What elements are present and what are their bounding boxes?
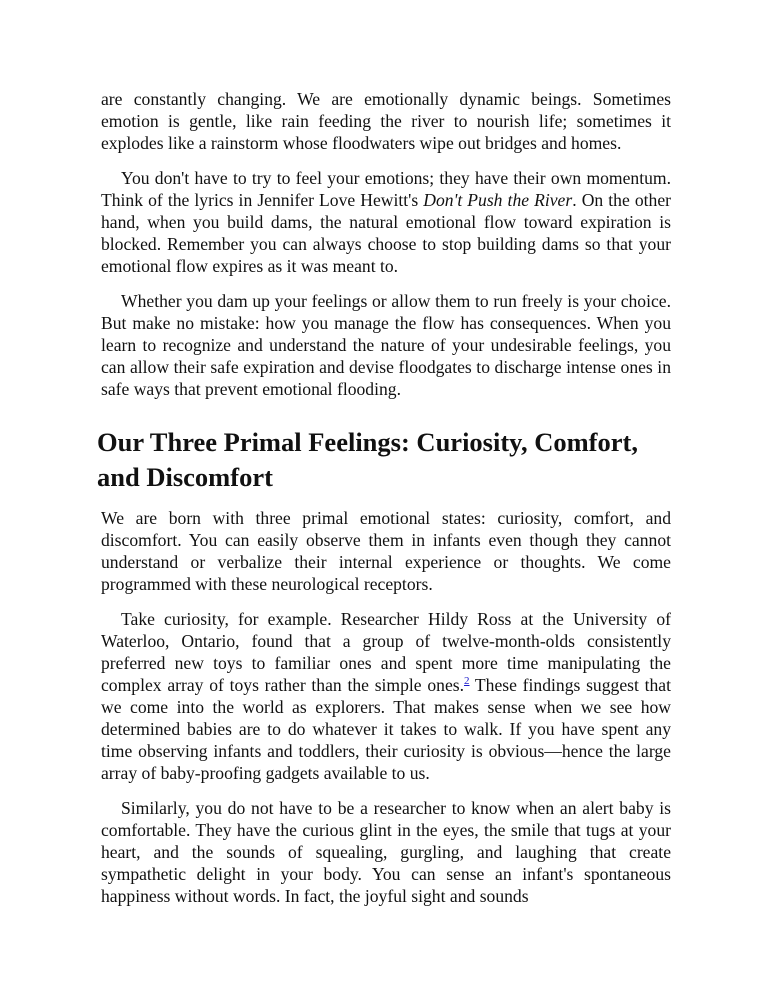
- paragraph-text: Take curiosity, for example. Researcher Hildy Ross at the University of Waterloo, Ontario, found that a group of twelve-month-olds consistently preferred new toys to familiar ones and spent more time manipulating the complex array of toys rather than the simple ones.: [101, 609, 671, 695]
- paragraph: [101, 608, 671, 784]
- footnote-link[interactable]: 2: [464, 675, 470, 688]
- paragraph: [101, 167, 671, 277]
- paragraph: We are born with three primal emotional states: curiosity, comfort, and discomfort. You can easily observe them in infants even though they cannot understand or verbalize their internal experience or thoughts. We come programmed with these neurological receptors.: [101, 508, 671, 594]
- paragraph: Similarly, you do not have to be a researcher to know when an alert baby is comfortable. They have the curious glint in the eyes, the smile that tugs at your heart, and the sounds of squealing, gurgling, and laughing that create sympathetic delight in your body. You can sense an infant's spontaneous happiness without words. In fact, the joyful sight and sounds: [101, 798, 671, 906]
- paragraph: Whether you dam up your feelings or allow them to run freely is your choice. But make no mistake: how you manage the flow has consequences. When you learn to recognize and understand the nature of your undesirable feelings, you can allow their safe expiration and devise floodgates to discharge intense ones in safe ways that prevent emotional flooding.: [101, 291, 671, 399]
- paragraph-text: These findings suggest that we come into the world as explorers. That makes sense when we see how determined babies are to do whatever it takes to walk. If you have spent any time observing infants and toddlers, their curiosity is obvious—hence the large array of baby-proofing gadgets available to us.: [101, 675, 671, 783]
- section-heading: Our Three Primal Feelings: Curiosity, Comfort, and Discomfort: [97, 427, 638, 492]
- paragraph: are constantly changing. We are emotionally dynamic beings. Sometimes emotion is gentle, like rain feeding the river to nourish life; sometimes it explodes like a rainstorm whose floodwaters wipe out bridges and homes.: [101, 89, 671, 153]
- song-title: Don't Push the River: [423, 190, 573, 210]
- paragraph-text: . On the other hand, when you build dams, the natural emotional flow toward expiration is blocked. Remember you can always choose to stop building dams so that your emotional flow expires as it was meant to.: [101, 190, 671, 276]
- paragraph-text: You don't have to try to feel your emotions; they have their own momentum. Think of the lyrics in Jennifer Love Hewitt's: [101, 168, 671, 210]
- page-content: [97, 88, 671, 920]
